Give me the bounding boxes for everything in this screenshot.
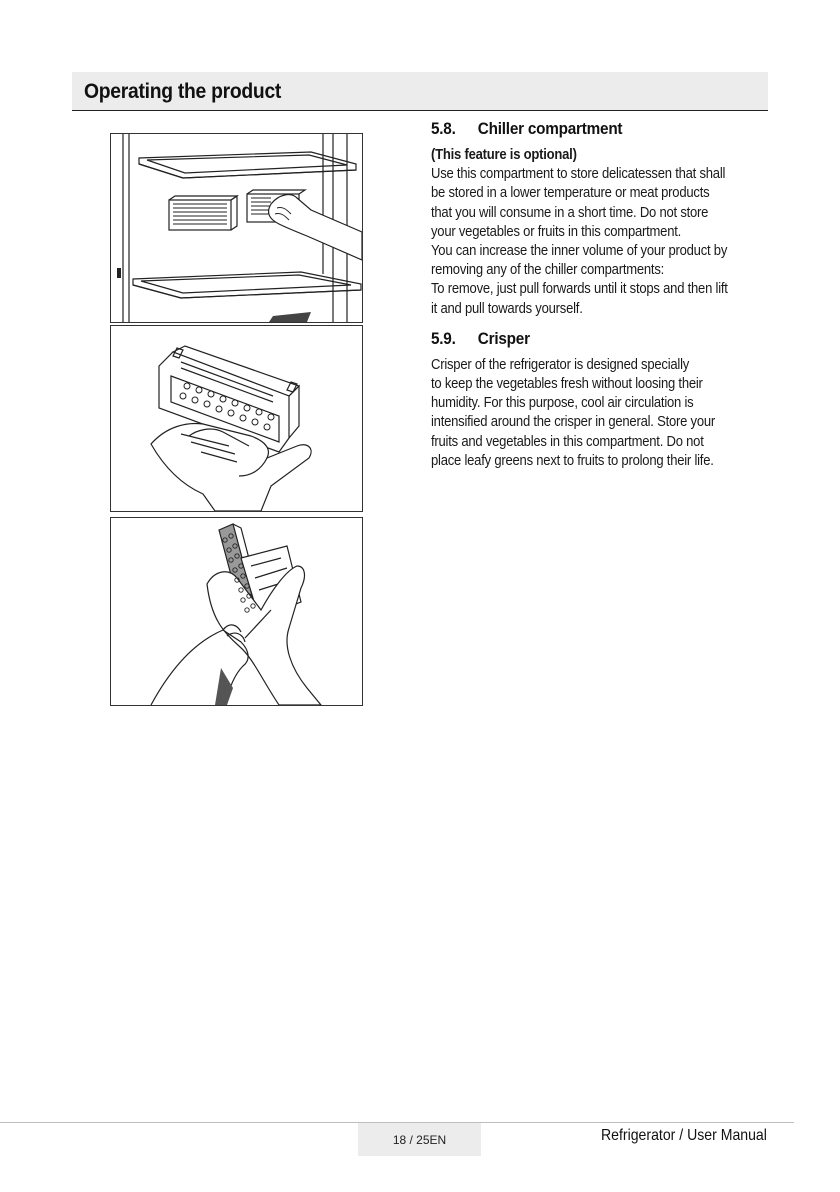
section-number: 5.9.: [431, 328, 456, 348]
body-line: intensified around the crisper in general. Store your: [431, 414, 716, 431]
body-line: Crisper of the refrigerator is designed specially: [431, 356, 690, 373]
body-line: it and pull towards yourself.: [431, 300, 583, 317]
body-line: fruits and vegetables in this compartment. Do not: [431, 433, 704, 450]
page-number-box: [358, 1123, 481, 1156]
body-line: humidity. For this purpose, cool air circulation is: [431, 395, 694, 412]
body-line: You can increase the inner volume of your product by: [431, 243, 728, 260]
section-heading-crisper: [431, 328, 780, 350]
body-line: removing any of the chiller compartments:: [431, 262, 665, 279]
removing-crisper-filter-illustration: [110, 517, 363, 706]
body-line: that you will consume in a short time. Do not store: [431, 204, 709, 221]
body-line: Use this compartment to store delicatessen that shall: [431, 166, 726, 183]
section-header-band: [72, 72, 768, 111]
body-line: be stored in a lower temperature or meat products: [431, 185, 710, 202]
section-heading-chiller: [431, 118, 780, 140]
hands-holding-chiller-illustration: [110, 325, 363, 512]
section-title: Chiller compartment: [477, 119, 623, 138]
page-number: 18 / 25EN: [392, 1133, 447, 1147]
section-number: 5.8.: [431, 119, 456, 138]
page-title: Operating the product: [84, 80, 282, 103]
optional-feature-note: (This feature is optional): [431, 147, 577, 163]
document-title: Refrigerator / User Manual: [601, 1127, 767, 1144]
text-column: [431, 118, 781, 471]
body-line: your vegetables or fruits in this compartment.: [431, 223, 682, 240]
body-line: to keep the vegetables fresh without loosing their: [431, 376, 703, 393]
section-title: Crisper: [477, 328, 530, 348]
chiller-in-fridge-illustration: [110, 133, 363, 323]
body-line: To remove, just pull forwards until it stops and then lift: [431, 281, 728, 298]
body-line: place leafy greens next to fruits to prolong their life.: [431, 452, 714, 469]
